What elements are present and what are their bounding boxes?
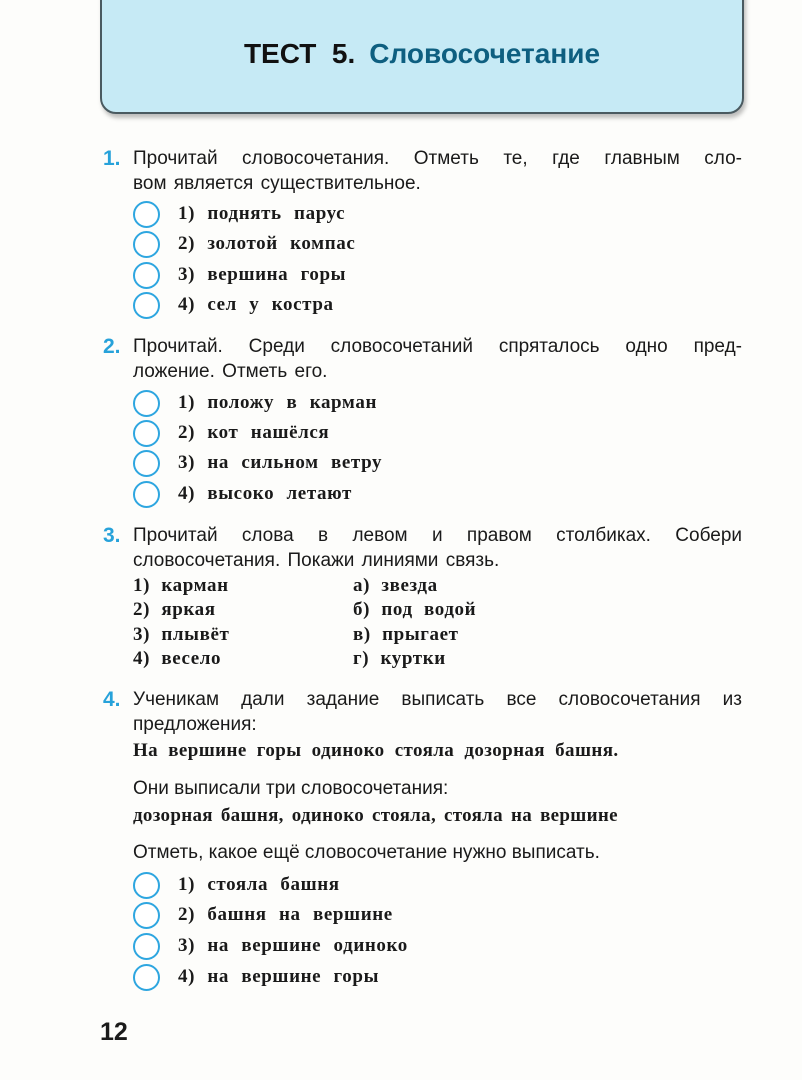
option-label: 2) золотой компас	[178, 233, 356, 254]
question-number: 3.	[103, 524, 121, 547]
checkbox-circle[interactable]	[133, 902, 160, 929]
question-text: Прочитай. Среди словосочетаний спряталось одно пред-	[133, 336, 742, 357]
left-column-item: 3) плывёт	[133, 624, 230, 645]
question-text: словосочетания. Покажи линиями связь.	[133, 550, 500, 571]
answer-option[interactable]	[133, 389, 377, 417]
right-column-item: б) под водой	[353, 599, 477, 620]
question-text: Прочитай словосочетания. Отметь те, где главным сло-	[133, 148, 742, 169]
question-text: предложения:	[133, 714, 257, 735]
question-text: Прочитай слова в левом и правом столбиках. Собери	[133, 525, 742, 546]
option-label: 3) вершина горы	[178, 264, 347, 285]
option-label: 4) сел у костра	[178, 294, 334, 315]
checkbox-circle[interactable]	[133, 231, 160, 258]
option-label: 1) стояла башня	[178, 874, 340, 895]
checkbox-circle[interactable]	[133, 872, 160, 899]
answer-option[interactable]	[133, 200, 345, 228]
answer-option[interactable]	[133, 230, 355, 258]
option-label: 4) высоко летают	[178, 483, 352, 504]
right-column-item: а) звезда	[353, 575, 438, 596]
checkbox-circle[interactable]	[133, 292, 160, 319]
answer-option[interactable]	[133, 963, 379, 991]
answer-option[interactable]	[133, 449, 382, 477]
page-number: 12	[100, 1018, 128, 1046]
test-label: ТЕСТ 5.	[243, 38, 356, 69]
source-sentence: На вершине горы одиноко стояла дозорная башня.	[133, 740, 619, 761]
option-label: 3) на вершине одиноко	[178, 935, 408, 956]
right-column-item: в) прыгает	[353, 624, 459, 645]
answer-option[interactable]	[133, 932, 408, 960]
test-topic: Словосочетание	[369, 38, 601, 69]
answer-option[interactable]	[133, 261, 346, 289]
answer-option[interactable]	[133, 419, 329, 447]
question-text: Ученикам дали задание выписать все словосочетания из	[133, 689, 742, 710]
question-number: 4.	[103, 688, 121, 711]
right-column-item: г) куртки	[353, 648, 446, 669]
left-column-item: 1) карман	[133, 575, 229, 596]
question-number: 2.	[103, 335, 121, 358]
checkbox-circle[interactable]	[133, 262, 160, 289]
option-label: 2) башня на вершине	[178, 904, 393, 925]
question-1	[100, 146, 742, 196]
test-header	[100, 0, 744, 114]
question-2	[100, 334, 742, 384]
left-column-item: 2) яркая	[133, 599, 216, 620]
question-number: 1.	[103, 147, 121, 170]
checkbox-circle[interactable]	[133, 420, 160, 447]
note-text: Они выписали три словосочетания:	[133, 778, 449, 799]
option-label: 4) на вершине горы	[178, 966, 380, 987]
checkbox-circle[interactable]	[133, 964, 160, 991]
question-3	[100, 523, 742, 573]
instruction-text: Отметь, какое ещё словосочетание нужно выписать.	[133, 842, 600, 863]
checkbox-circle[interactable]	[133, 481, 160, 508]
answer-option[interactable]	[133, 291, 334, 319]
answer-option[interactable]	[133, 480, 352, 508]
checkbox-circle[interactable]	[133, 201, 160, 228]
answer-option[interactable]	[133, 871, 340, 899]
option-label: 1) поднять парус	[178, 203, 346, 224]
question-text: ложение. Отметь его.	[133, 361, 328, 382]
checkbox-circle[interactable]	[133, 450, 160, 477]
option-label: 1) положу в карман	[178, 392, 377, 413]
written-phrases: дозорная башня, одиноко стояла, стояла на вершине	[133, 805, 618, 826]
checkbox-circle[interactable]	[133, 933, 160, 960]
test-title	[102, 38, 742, 70]
option-label: 3) на сильном ветру	[178, 452, 383, 473]
question-4	[100, 687, 742, 737]
left-column-item: 4) весело	[133, 648, 222, 669]
question-text: вом является существительное.	[133, 173, 421, 194]
option-label: 2) кот нашёлся	[178, 422, 330, 443]
answer-option[interactable]	[133, 901, 393, 929]
checkbox-circle[interactable]	[133, 390, 160, 417]
